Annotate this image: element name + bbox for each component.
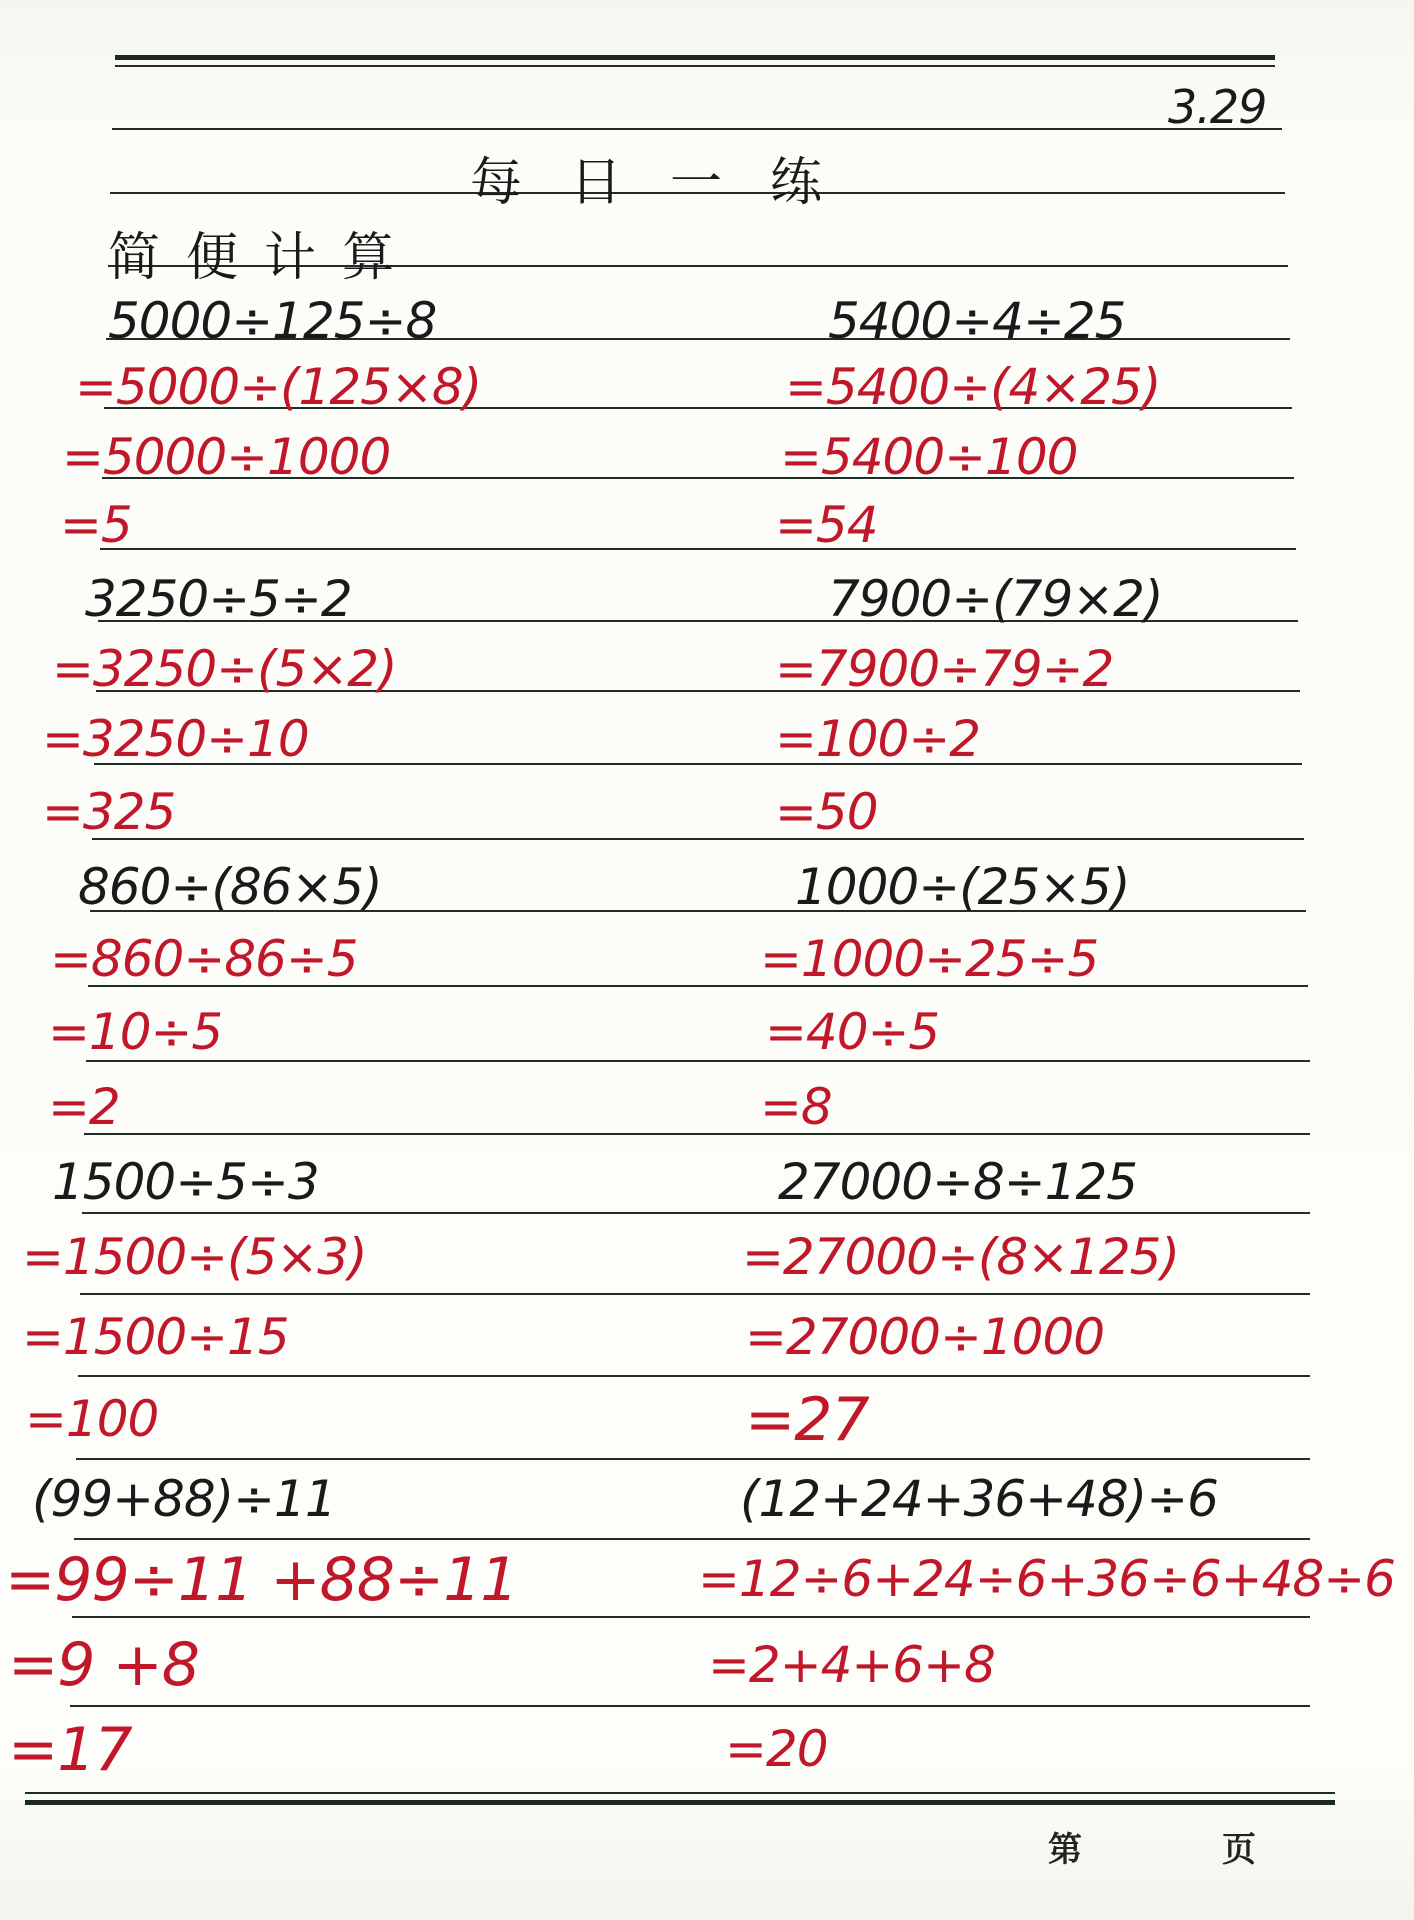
ruled-line <box>112 128 1282 130</box>
right-problem-1-step-2: =5400÷100 <box>780 428 1078 486</box>
right-problem-4-step-3: =27 <box>745 1385 869 1455</box>
right-problem-4-step-2: =27000÷1000 <box>745 1308 1105 1366</box>
left-problem-5-step-2: =9 +8 <box>8 1630 199 1700</box>
section-heading: 简便计算 <box>108 228 421 288</box>
bottom-rule <box>25 1800 1335 1805</box>
left-problem-3-step-2: =10÷5 <box>48 1003 223 1061</box>
right-problem-5-question: (12+24+36+48)÷6 <box>740 1470 1218 1528</box>
date-label: 3.29 <box>1168 80 1267 134</box>
left-problem-3-step-3: =2 <box>48 1078 120 1136</box>
footer-page-suffix: 页 <box>1222 1830 1256 1870</box>
left-problem-3-question: 860÷(86×5) <box>78 858 382 916</box>
right-problem-5-step-3: =20 <box>725 1720 828 1778</box>
ruled-line <box>92 838 1304 840</box>
ruled-line <box>25 1792 1335 1794</box>
right-problem-2-step-1: =7900÷79÷2 <box>775 640 1114 698</box>
left-problem-2-step-1: =3250÷(5×2) <box>52 640 397 698</box>
left-problem-2-question: 3250÷5÷2 <box>85 570 352 628</box>
left-problem-4-step-3: =100 <box>25 1390 159 1448</box>
left-problem-5-step-3: =17 <box>8 1715 132 1785</box>
right-problem-2-question: 7900÷(79×2) <box>828 570 1163 628</box>
ruled-line <box>78 1375 1310 1377</box>
left-problem-2-step-3: =325 <box>42 783 176 841</box>
ruled-line <box>115 65 1275 67</box>
right-problem-5-step-2: =2+4+6+8 <box>708 1636 995 1694</box>
right-problem-3-step-2: =40÷5 <box>765 1003 940 1061</box>
right-problem-2-step-3: =50 <box>775 783 878 841</box>
left-problem-1-step-3: =5 <box>60 496 132 554</box>
left-problem-1-step-1: =5000÷(125×8) <box>75 358 482 416</box>
right-problem-1-question: 5400÷4÷25 <box>828 292 1126 350</box>
left-problem-5-step-1: =99÷11 +88÷11 <box>5 1545 518 1615</box>
page-title: 每日一练 <box>470 153 871 213</box>
ruled-line <box>86 1060 1310 1062</box>
right-problem-3-step-1: =1000÷25÷5 <box>760 930 1099 988</box>
left-problem-1-step-2: =5000÷1000 <box>62 428 391 486</box>
footer-page-prefix: 第 <box>1048 1830 1082 1870</box>
left-problem-4-question: 1500÷5÷3 <box>52 1153 319 1211</box>
right-problem-3-step-3: =8 <box>760 1078 832 1136</box>
ruled-line <box>70 1705 1310 1707</box>
left-problem-5-question: (99+88)÷11 <box>32 1470 336 1528</box>
left-problem-3-step-1: =860÷86÷5 <box>50 930 358 988</box>
right-problem-1-step-3: =54 <box>775 496 878 554</box>
right-problem-4-question: 27000÷8÷125 <box>778 1153 1138 1211</box>
ruled-line <box>72 1616 1310 1618</box>
ruled-line <box>80 1293 1310 1295</box>
ruled-line <box>76 1458 1310 1460</box>
left-problem-4-step-2: =1500÷15 <box>22 1308 289 1366</box>
left-problem-2-step-2: =3250÷10 <box>42 710 309 768</box>
top-rule <box>115 55 1275 60</box>
right-problem-4-step-1: =27000÷(8×125) <box>742 1228 1180 1286</box>
left-problem-4-step-1: =1500÷(5×3) <box>22 1228 367 1286</box>
left-problem-1-question: 5000÷125÷8 <box>108 292 437 350</box>
right-problem-2-step-2: =100÷2 <box>775 710 981 768</box>
ruled-line <box>100 548 1296 550</box>
right-problem-5-step-1: =12÷6+24÷6+36÷6+48÷6 <box>698 1550 1395 1608</box>
ruled-line <box>84 1133 1310 1135</box>
right-problem-1-step-1: =5400÷(4×25) <box>785 358 1161 416</box>
ruled-line <box>74 1538 1310 1540</box>
ruled-line <box>82 1212 1310 1214</box>
right-problem-3-question: 1000÷(25×5) <box>795 858 1130 916</box>
